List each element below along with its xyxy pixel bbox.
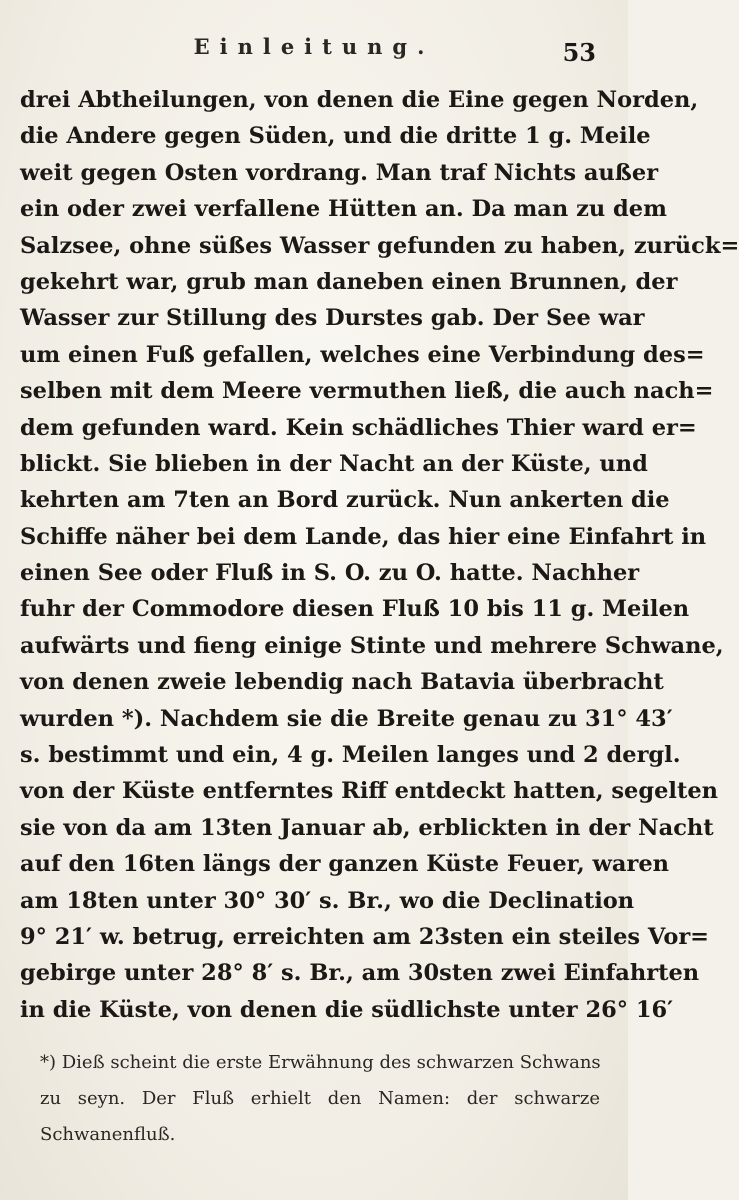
text-line: s. bestimmt und ein, 4 g. Meilen langes und 2 dergl. xyxy=(20,742,681,769)
text-line: drei Abtheilungen, von denen die Eine gegen Norden, xyxy=(20,87,699,113)
text-line: in die Küste, von denen die südlichste unter 26° 16′ xyxy=(20,996,674,1023)
text-line: wurden *). Nachdem sie die Breite genau zu 31° 43′ xyxy=(20,705,673,732)
main-text xyxy=(20,82,739,1028)
text-line: aufwärts und fieng einige Stinte und mehrere Schwane, xyxy=(20,632,724,659)
text-line: dem gefunden ward. Kein schädliches Thier ward er= xyxy=(20,414,697,441)
page-header xyxy=(0,30,628,70)
text-line: auf den 16ten längs der ganzen Küste Feuer, waren xyxy=(20,851,670,878)
text-line: um einen Fuß gefallen, welches eine Verbindung des= xyxy=(20,341,705,368)
page-number: 53 xyxy=(562,38,596,67)
text-line: gekehrt war, grub man daneben einen Brunnen, der xyxy=(20,268,678,295)
text-line: blickt. Sie blieben in der Nacht an der Küste, und xyxy=(20,450,648,477)
text-line: einen See oder Fluß in S. O. zu O. hatte. Nachher xyxy=(20,560,640,587)
text-line: Salzsee, ohne süßes Wasser gefunden zu haben, zurück= xyxy=(20,232,739,259)
text-line: Wasser zur Stillung des Durstes gab. Der See war xyxy=(20,305,645,332)
text-line: von der Küste entferntes Riff entdeckt hatten, segelten xyxy=(20,778,719,805)
text-line: am 18ten unter 30° 30′ s. Br., wo die Declination xyxy=(20,887,635,914)
footnote-line: Schwanenfluß. xyxy=(40,1124,176,1145)
text-line: ein oder zwei verfallene Hütten an. Da man zu dem xyxy=(20,196,667,223)
text-line: 9° 21′ w. betrug, erreichten am 23sten ein steiles Vor= xyxy=(20,923,710,950)
text-line: weit gegen Osten vordrang. Man traf Nichts außer xyxy=(20,159,659,186)
text-line: fuhr der Commodore diesen Fluß 10 bis 11 g. Meilen xyxy=(20,596,690,623)
running-head: Einleitung. xyxy=(193,34,435,59)
text-line: selben mit dem Meere vermuthen ließ, die auch nach= xyxy=(20,378,714,405)
text-line: gebirge unter 28° 8′ s. Br., am 30sten zwei Einfahrten xyxy=(20,960,700,987)
text-line: sie von da am 13ten Januar ab, erblickten in der Nacht xyxy=(20,814,714,841)
text-line: Schiffe näher bei dem Lande, das hier eine Einfahrt in xyxy=(20,523,707,550)
footnotes xyxy=(40,1045,600,1153)
footnote-line: *) Dieß scheint die erste Erwähnung des schwarzen Schwans xyxy=(40,1052,601,1073)
footnote-line: zu seyn. Der Fluß erhielt den Namen: der schwarze xyxy=(40,1088,600,1109)
text-line: kehrten am 7ten an Bord zurück. Nun ankerten die xyxy=(20,487,670,514)
text-line: von denen zweie lebendig nach Batavia überbracht xyxy=(20,669,664,696)
text-line: die Andere gegen Süden, und die dritte 1 g. Meile xyxy=(20,123,651,150)
